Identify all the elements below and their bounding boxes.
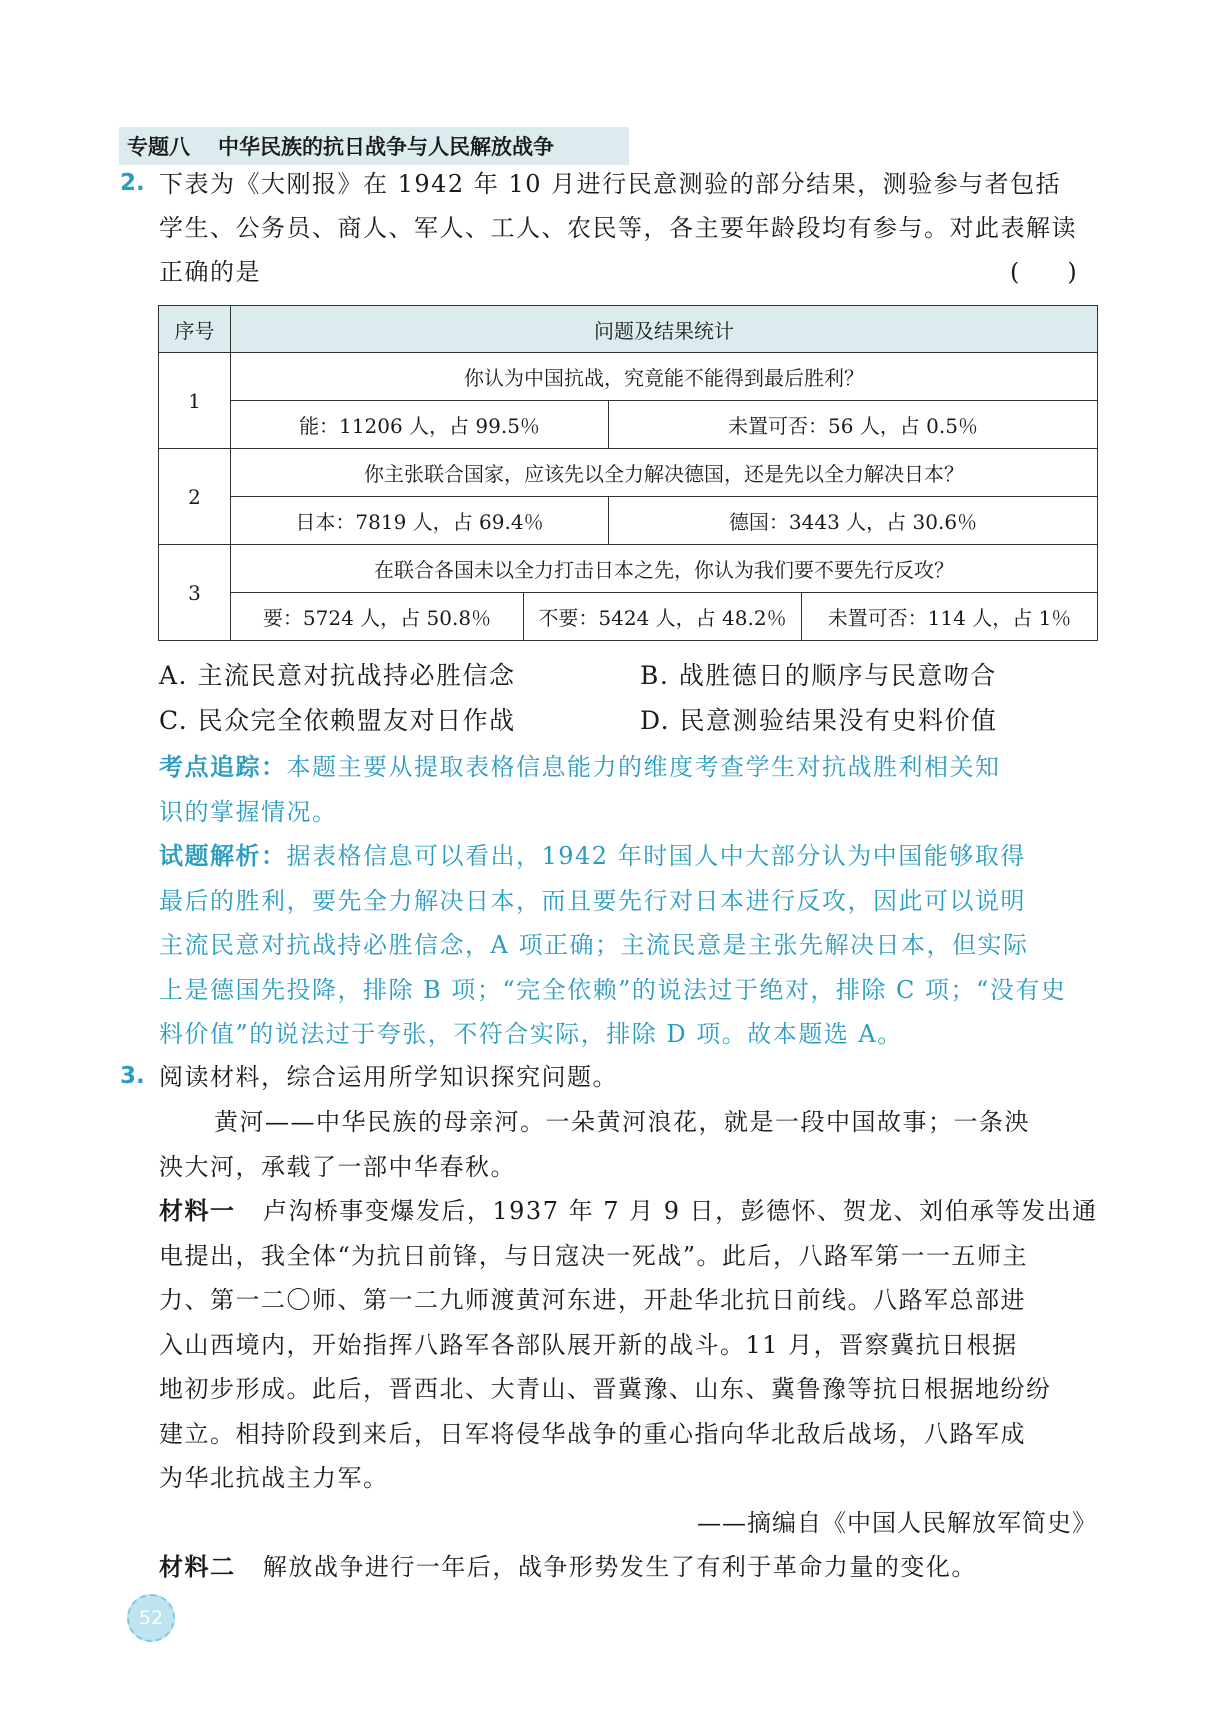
question-number: 3. (120, 1063, 145, 1089)
option-b: B. 战胜德日的顺序与民意吻合 (640, 661, 997, 690)
table-row (159, 497, 1098, 545)
row-answer: 日本：7819 人，占 69.4％ (231, 497, 609, 545)
material-source: ——摘编自《中国人民解放军简史》 (697, 1509, 1097, 1537)
row-answer: 未置可否：56 人，占 0.5％ (609, 401, 1098, 449)
table-row (159, 545, 1098, 593)
question-number: 2. (120, 170, 145, 196)
kaodian-line: 识的掌握情况。 (159, 798, 338, 826)
material-one-label: 材料一 (159, 1197, 236, 1225)
row-seq: 2 (159, 449, 231, 545)
material-line: 入山西境内，开始指挥八路军各部队展开新的战斗。11 月，晋察冀抗日根据 (159, 1331, 1018, 1359)
poll-table (158, 305, 1098, 641)
table-row (159, 353, 1098, 401)
row-seq: 3 (159, 545, 231, 641)
question-text-line: 学生、公务员、商人、军人、工人、农民等，各主要年龄段均有参与。对此表解读 (159, 214, 1077, 242)
intro-line: 黄河——中华民族的母亲河。一朵黄河浪花，就是一段中国故事；一条泱 (214, 1108, 1030, 1136)
row-answer: 要：5724 人，占 50.8％ (231, 593, 524, 641)
table-row (159, 449, 1098, 497)
page-number: 52 (127, 1594, 175, 1642)
row-question: 你主张联合国家，应该先以全力解决德国，还是先以全力解决日本？ (231, 449, 1098, 497)
row-answer: 能：11206 人，占 99.5％ (231, 401, 609, 449)
kaodian-text: 本题主要从提取表格信息能力的维度考查学生对抗战胜利相关知 (286, 753, 1001, 781)
jiexi-line (159, 840, 1026, 872)
topic-title: 中华民族的抗日战争与人民解放战争 (218, 135, 554, 159)
material-line (159, 1195, 1098, 1227)
row-seq: 1 (159, 353, 231, 449)
material-two-label: 材料二 (159, 1553, 236, 1581)
option-a: A. 主流民意对抗战持必胜信念 (159, 661, 516, 690)
jiexi-label: 试题解析： (159, 842, 287, 870)
question-text-line: 正确的是 (159, 258, 261, 286)
material-line: 建立。相持阶段到来后，日军将侵华战争的重心指向华北敌后战场，八路军成 (159, 1420, 1026, 1448)
option-d: D. 民意测验结果没有史料价值 (640, 706, 998, 735)
topic-header (119, 127, 629, 165)
material-line: 为华北抗战主力军。 (159, 1464, 389, 1492)
jiexi-line: 上是德国先投降，排除 B 项；“完全依赖”的说法过于绝对，排除 C 项；“没有史 (159, 976, 1067, 1004)
row-answer: 不要：5424 人，占 48.2％ (524, 593, 802, 641)
table-row (159, 401, 1098, 449)
material-line: 电提出，我全体“为抗日前锋，与日寇决一死战”。此后，八路军第一一五师主 (159, 1242, 1029, 1270)
question-text-line: 下表为《大刚报》在 1942 年 10 月进行民意测验的部分结果，测验参与者包括 (159, 170, 1062, 198)
table-header-row (159, 306, 1098, 353)
answer-bracket: ( ) (1010, 258, 1077, 286)
material-line: 地初步形成。此后，晋西北、大青山、晋冀豫、山东、冀鲁豫等抗日根据地纷纷 (159, 1375, 1052, 1403)
material-line (159, 1551, 977, 1583)
jiexi-text: 据表格信息可以看出，1942 年时国人中大部分认为中国能够取得 (286, 842, 1026, 870)
table-header-seq: 序号 (159, 306, 231, 353)
jiexi-line: 最后的胜利，要先全力解决日本，而且要先行对日本进行反攻，因此可以说明 (159, 887, 1026, 915)
question-prompt: 阅读材料，综合运用所学知识探究问题。 (159, 1063, 618, 1091)
kaodian-label: 考点追踪： (159, 753, 287, 781)
material-text: 解放战争进行一年后，战争形势发生了有利于革命力量的变化。 (262, 1553, 977, 1581)
row-answer: 未置可否：114 人，占 1％ (802, 593, 1098, 641)
intro-line: 泱大河，承载了一部中华春秋。 (159, 1153, 516, 1181)
topic-tag: 专题八 (127, 135, 190, 159)
jiexi-line: 料价值”的说法过于夸张，不符合实际，排除 D 项。故本题选 A。 (159, 1020, 903, 1048)
row-question: 你认为中国抗战，究竟能不能得到最后胜利？ (231, 353, 1098, 401)
table-header-content: 问题及结果统计 (231, 306, 1098, 353)
jiexi-line: 主流民意对抗战持必胜信念，A 项正确；主流民意是主张先解决日本，但实际 (159, 931, 1029, 959)
row-answer: 德国：3443 人，占 30.6％ (609, 497, 1098, 545)
table-row (159, 593, 1098, 641)
row-question: 在联合各国未以全力打击日本之先，你认为我们要不要先行反攻？ (231, 545, 1098, 593)
material-line: 力、第一二〇师、第一二九师渡黄河东进，开赴华北抗日前线。八路军总部进 (159, 1286, 1026, 1314)
kaodian-line (159, 751, 1001, 783)
option-c: C. 民众完全依赖盟友对日作战 (159, 706, 516, 735)
material-text: 卢沟桥事变爆发后，1937 年 7 月 9 日，彭德怀、贺龙、刘伯承等发出通 (262, 1197, 1098, 1225)
